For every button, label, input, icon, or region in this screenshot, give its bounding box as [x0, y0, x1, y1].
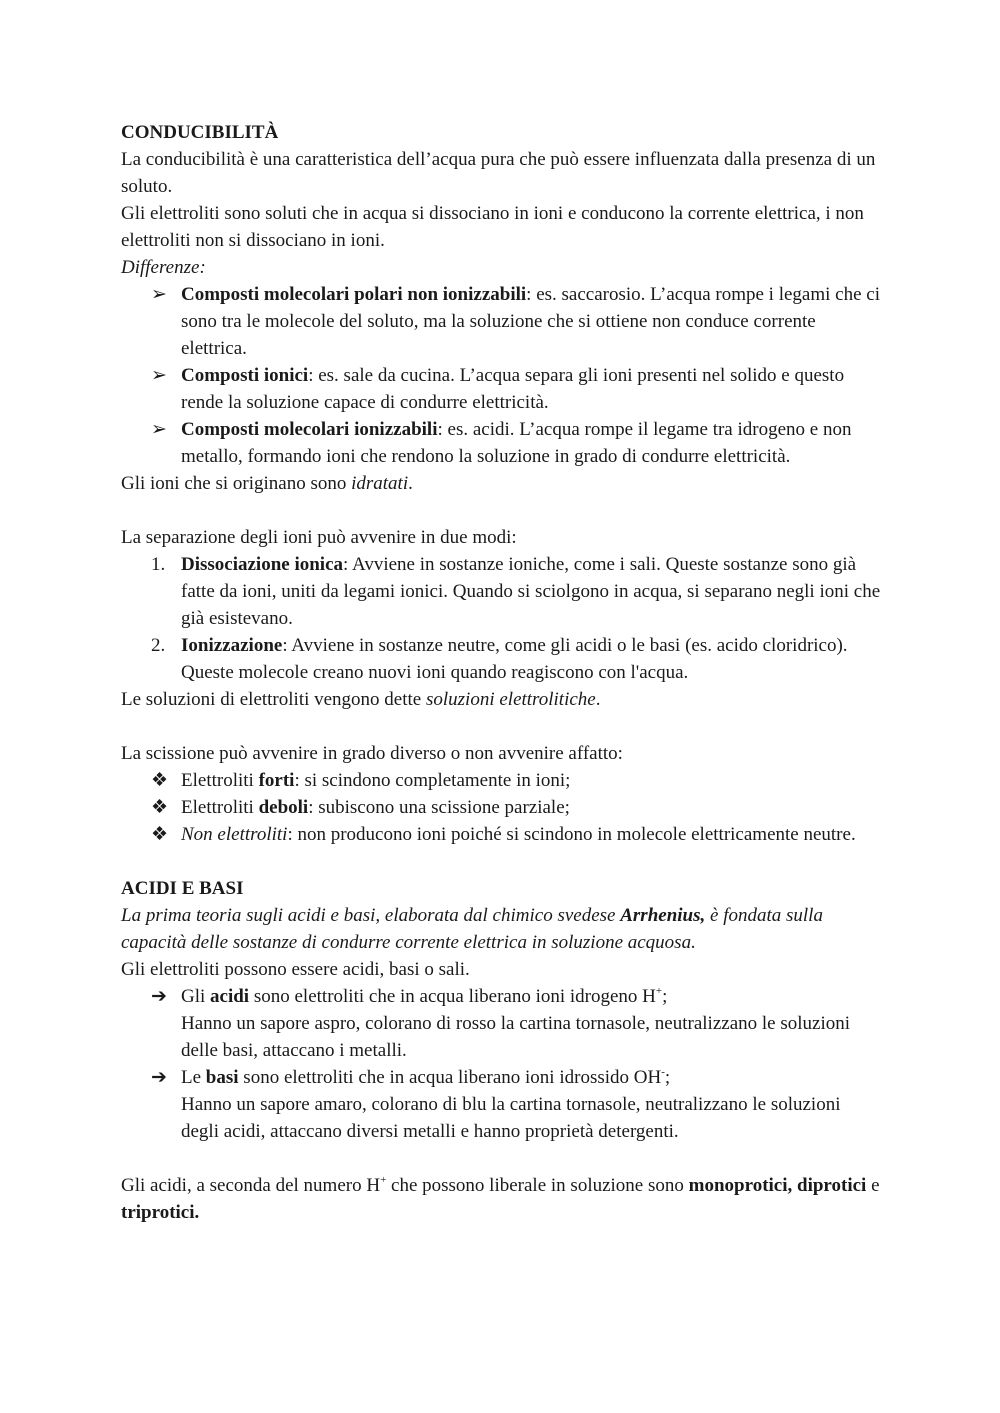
list-item-base: ➔ Le basi sono elettroliti che in acqua liberano ioni idrossido OH-; Hanno un sapore amaro, colorano di blu la cartina tornasole, neutralizzano le soluzioni degli acidi, attaccano diversi metalli e hanno proprietà detergenti. — [151, 1066, 841, 1142]
list-item — [121, 551, 881, 632]
paragraph: Gli elettroliti sono soluti che in acqua si dissociano in ioni e conducono la corrente elettrica, i non elettroliti non si dissociano in ioni. — [121, 203, 864, 251]
item-term: Composti molecolari polari non ionizzabili — [181, 284, 527, 305]
list-number: 1. — [151, 554, 166, 575]
list-item: ❖ Elettroliti deboli: subiscono una scissione parziale; — [121, 794, 881, 821]
arrow-bullet-icon: ➔ — [151, 1067, 167, 1088]
item-term: Dissociazione ionica — [181, 554, 344, 575]
list-item: ❖ Elettroliti forti: si scindono completamente in ioni; — [121, 767, 881, 794]
acid-base-list — [121, 983, 881, 1145]
arrowhead-bullet-icon: ➢ — [151, 284, 167, 305]
heading-conducibilita: CONDUCIBILITÀ — [121, 122, 279, 143]
item-text: : es. sale da cucina. L’acqua separa gli ioni presenti nel solido e questo rende la soluzione capace di condurre elettricità. — [181, 365, 845, 413]
list-number: 2. — [151, 635, 166, 656]
list-item — [121, 362, 881, 416]
item-term: Composti molecolari ionizzabili — [181, 419, 438, 440]
item-term: Ionizzazione — [181, 635, 283, 656]
arrow-bullet-icon: ➔ — [151, 986, 167, 1007]
paragraph: Le soluzioni di elettroliti vengono dette soluzioni elettrolitiche. — [121, 689, 601, 710]
item-text: : Avviene in sostanze ioniche, come i sali. Queste sostanze sono già fatte da ioni, uniti da legami ionici. Quando si sciolgono in acqua, si separano negli ioni che già esistevano. — [181, 554, 881, 629]
differences-list — [121, 281, 881, 470]
final-paragraph: Gli acidi, a seconda del numero H+ che possono liberale in soluzione sono monoprotici, diprotici e triprotici. — [121, 1174, 880, 1223]
paragraph: La separazione degli ioni può avvenire in due modi: — [121, 527, 517, 548]
item-text: : Avviene in sostanze neutre, come gli acidi o le basi (es. acido cloridrico). Queste molecole creano nuovi ioni quando reagiscono con l'acqua. — [181, 635, 848, 683]
item-text: : es. saccarosio. L’acqua rompe i legami che ci sono tra le molecole del soluto, ma la soluzione che si ottiene non conduce corrente elettrica. — [181, 284, 880, 359]
diamond-bullet-icon: ❖ — [151, 797, 169, 818]
separation-list — [121, 551, 881, 686]
heading-acidi-basi: ACIDI E BASI — [121, 878, 244, 899]
diamond-bullet-icon: ❖ — [151, 824, 169, 845]
diamond-bullet-icon: ❖ — [151, 770, 169, 791]
item-term: Composti ionici — [181, 365, 309, 386]
arrowhead-bullet-icon: ➢ — [151, 419, 167, 440]
item-description: Hanno un sapore amaro, colorano di blu la cartina tornasole, neutralizzano le soluzioni degli acidi, attaccano diversi metalli e hanno proprietà detergenti. — [181, 1094, 841, 1142]
list-item-acid: ➔ Gli acidi sono elettroliti che in acqua liberano ioni idrogeno H+; Hanno un sapore aspro, colorano di rosso la cartina tornasole, neutralizzano le soluzioni delle basi, attaccano i metalli. — [151, 985, 851, 1061]
document-page — [121, 119, 881, 1226]
theory-paragraph: La prima teoria sugli acidi e basi, elaborata dal chimico svedese Arrhenius, è fondata sulla capacità delle sostanze di condurre corrente elettrica in soluzione acquosa. — [121, 905, 823, 953]
differences-label: Differenze: — [121, 257, 206, 278]
list-item — [121, 416, 881, 470]
paragraph: La conducibilità è una caratteristica dell’acqua pura che può essere influenzata dalla presenza di un soluto. — [121, 149, 876, 197]
list-item: ❖ Non elettroliti: non producono ioni poiché si scindono in molecole elettricamente neutre. — [121, 821, 881, 848]
arrowhead-bullet-icon: ➢ — [151, 365, 167, 386]
paragraph-ioni: Gli ioni che si originano sono idratati. — [121, 473, 413, 494]
list-item — [121, 632, 881, 686]
list-item — [121, 281, 881, 362]
item-description: Hanno un sapore aspro, colorano di rosso la cartina tornasole, neutralizzano le soluzioni delle basi, attaccano i metalli. — [181, 1013, 851, 1061]
item-text: : es. acidi. L’acqua rompe il legame tra idrogeno e non metallo, formando ioni che rendono la soluzione in grado di condurre elettricità. — [181, 419, 852, 467]
scission-list — [121, 767, 881, 848]
paragraph: Gli elettroliti possono essere acidi, basi o sali. — [121, 959, 470, 980]
paragraph: La scissione può avvenire in grado diverso o non avvenire affatto: — [121, 743, 623, 764]
